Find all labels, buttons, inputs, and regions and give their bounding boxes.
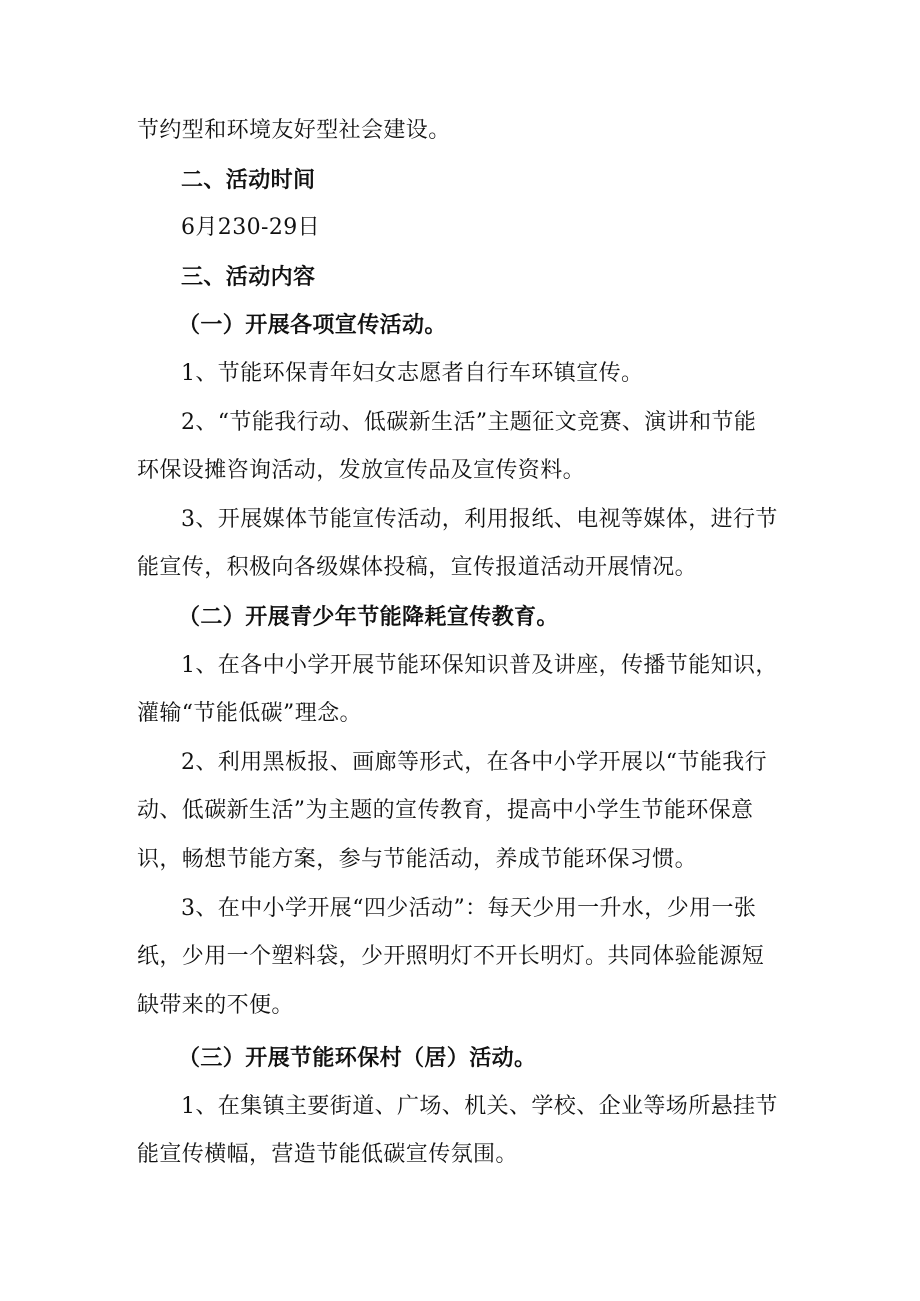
paragraph-line: 识，畅想节能方案，参与节能活动，养成节能环保习惯。: [137, 846, 698, 872]
activity-date: 6月230-29日: [181, 215, 321, 241]
subsection-heading-2: （二）开展青少年节能降耗宣传教育。: [178, 603, 559, 630]
section-heading-content: 三、活动内容: [181, 263, 316, 290]
paragraph-line: 动、低碳新生活”为主题的宣传教育，提高中小学生节能环保意: [137, 798, 754, 824]
paragraph-line: 纸，少用一个塑料袋，少开照明灯不开长明灯。共同体验能源短: [137, 944, 765, 970]
paragraph-line: 环保设摊咨询活动，发放宣传品及宣传资料。: [137, 458, 586, 484]
paragraph-line: 能宣传横幅，营造节能低碳宣传氛围。: [137, 1142, 518, 1168]
paragraph-line: 2、“节能我行动、低碳新生活”主题征文竞赛、演讲和节能: [181, 409, 757, 435]
paragraph-line: 2、利用黑板报、画廊等形式，在各中小学开展以“节能我行: [181, 749, 768, 775]
paragraph-line: 1、在各中小学开展节能环保知识普及讲座，传播节能知识，: [181, 652, 778, 678]
document-body: [137, 107, 802, 1180]
subsection-heading-3: （三）开展节能环保村（居）活动。: [178, 1045, 537, 1072]
paragraph-line: 3、开展媒体节能宣传活动，利用报纸、电视等媒体，进行节: [181, 506, 778, 532]
paragraph-line: 节约型和环境友好型社会建设。: [137, 118, 451, 143]
subsection-heading-1: （一）开展各项宣传活动。: [178, 312, 447, 339]
paragraph-line: 能宣传，积极向各级媒体投稿，宣传报道活动开展情况。: [137, 555, 698, 581]
paragraph-line: 缺带来的不便。: [137, 992, 294, 1018]
paragraph-line: 3、在中小学开展“四少活动”：每天少用一升水，少用一张: [181, 895, 757, 921]
paragraph-line: 1、在集镇主要街道、广场、机关、学校、企业等场所悬挂节: [181, 1093, 778, 1119]
paragraph-line: 灌输“节能低碳”理念。: [137, 701, 362, 727]
section-heading-time: 二、活动时间: [181, 166, 316, 193]
paragraph-line: 1、节能环保青年妇女志愿者自行车环镇宣传。: [181, 360, 644, 386]
